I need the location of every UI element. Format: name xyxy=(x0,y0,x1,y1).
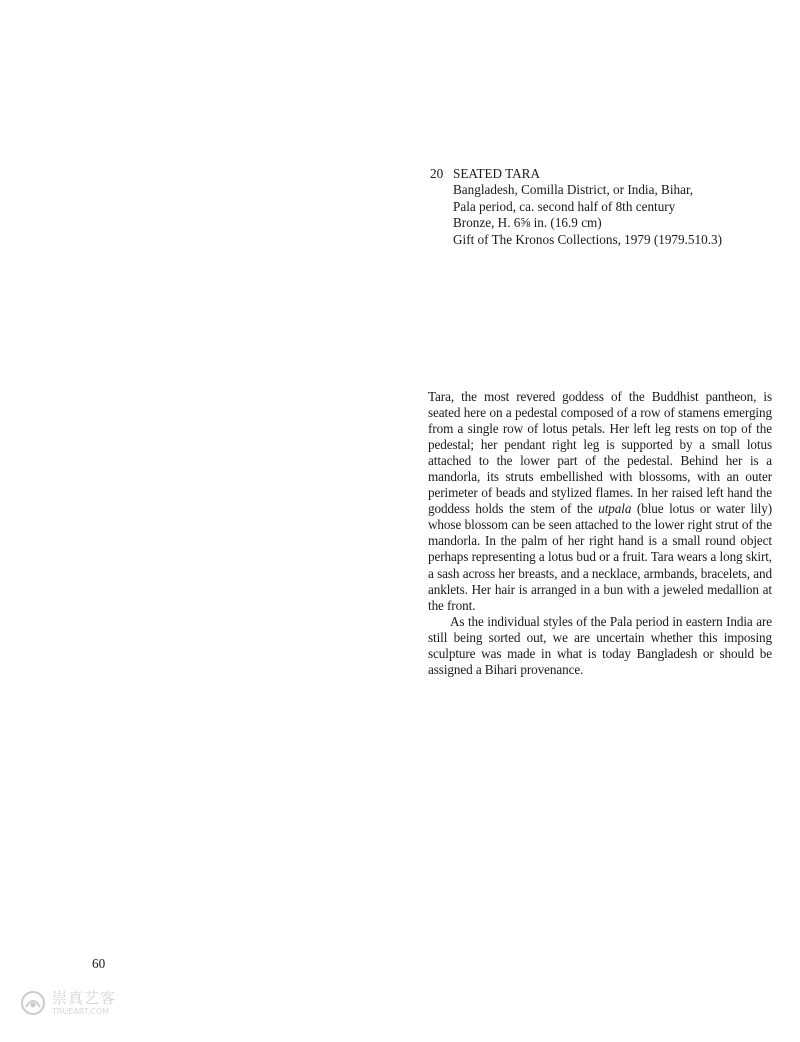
entry-number: 20 xyxy=(430,166,444,181)
paragraph-1-text-b: (blue lotus or water lily) whose blossom can be seen attached to the lower right strut of the mandorla. In the palm of her right hand is a small round object perhaps representing a lotus bud or a fruit. Tara wears a long skirt, a sash across her breasts, and a necklace, armbands, bracelets, and anklets. Her hair is arranged in a bun with a jeweled medallion at the front. xyxy=(428,501,773,613)
paragraph-1-text-a: Tara, the most revered goddess of the Buddhist pantheon, is seated here on a pedestal composed of a row of stamens emerging from a single row of lotus petals. Her left leg rests on top of the pedestal; her pendant right leg is supported by a small lotus attached to the lower part of the pedestal. Behind her is a mandorla, its struts embellished with blossoms, with an outer perimeter of beads and stylized flames. In her raised left hand the goddess holds the stem of the xyxy=(428,389,772,517)
page-number: 60 xyxy=(92,956,106,971)
entry-period: Pala period, ca. second half of 8th century xyxy=(453,198,676,214)
watermark-cn-text: 崇真艺客 xyxy=(52,988,117,1007)
description-text xyxy=(428,389,772,678)
watermark-en-text: TRUEART.COM xyxy=(52,1006,110,1016)
entry-medium-dimensions: Bronze, H. 6⅝ in. (16.9 cm) xyxy=(453,215,602,231)
watermark-text xyxy=(52,988,117,1016)
entry-origin: Bangladesh, Comilla District, or India, Bihar, xyxy=(453,182,694,198)
utpala-term: utpala xyxy=(598,501,632,517)
description-paragraph-1 xyxy=(428,389,772,614)
description-paragraph-2: As the individual styles of the Pala period in eastern India are still being sorted out, we are uncertain whether this imposing sculpture was made in what is today Bangladesh or should be assigned a Bihari provenance. xyxy=(428,613,772,677)
entry-credit-line: Gift of The Kronos Collections, 1979 (1979.510.3) xyxy=(453,231,722,247)
catalog-entry-header xyxy=(430,166,760,248)
trueart-logo-icon xyxy=(20,990,46,1016)
entry-title-line xyxy=(430,166,760,182)
watermark xyxy=(20,990,116,1016)
entry-title: SEATED TARA xyxy=(453,166,540,181)
